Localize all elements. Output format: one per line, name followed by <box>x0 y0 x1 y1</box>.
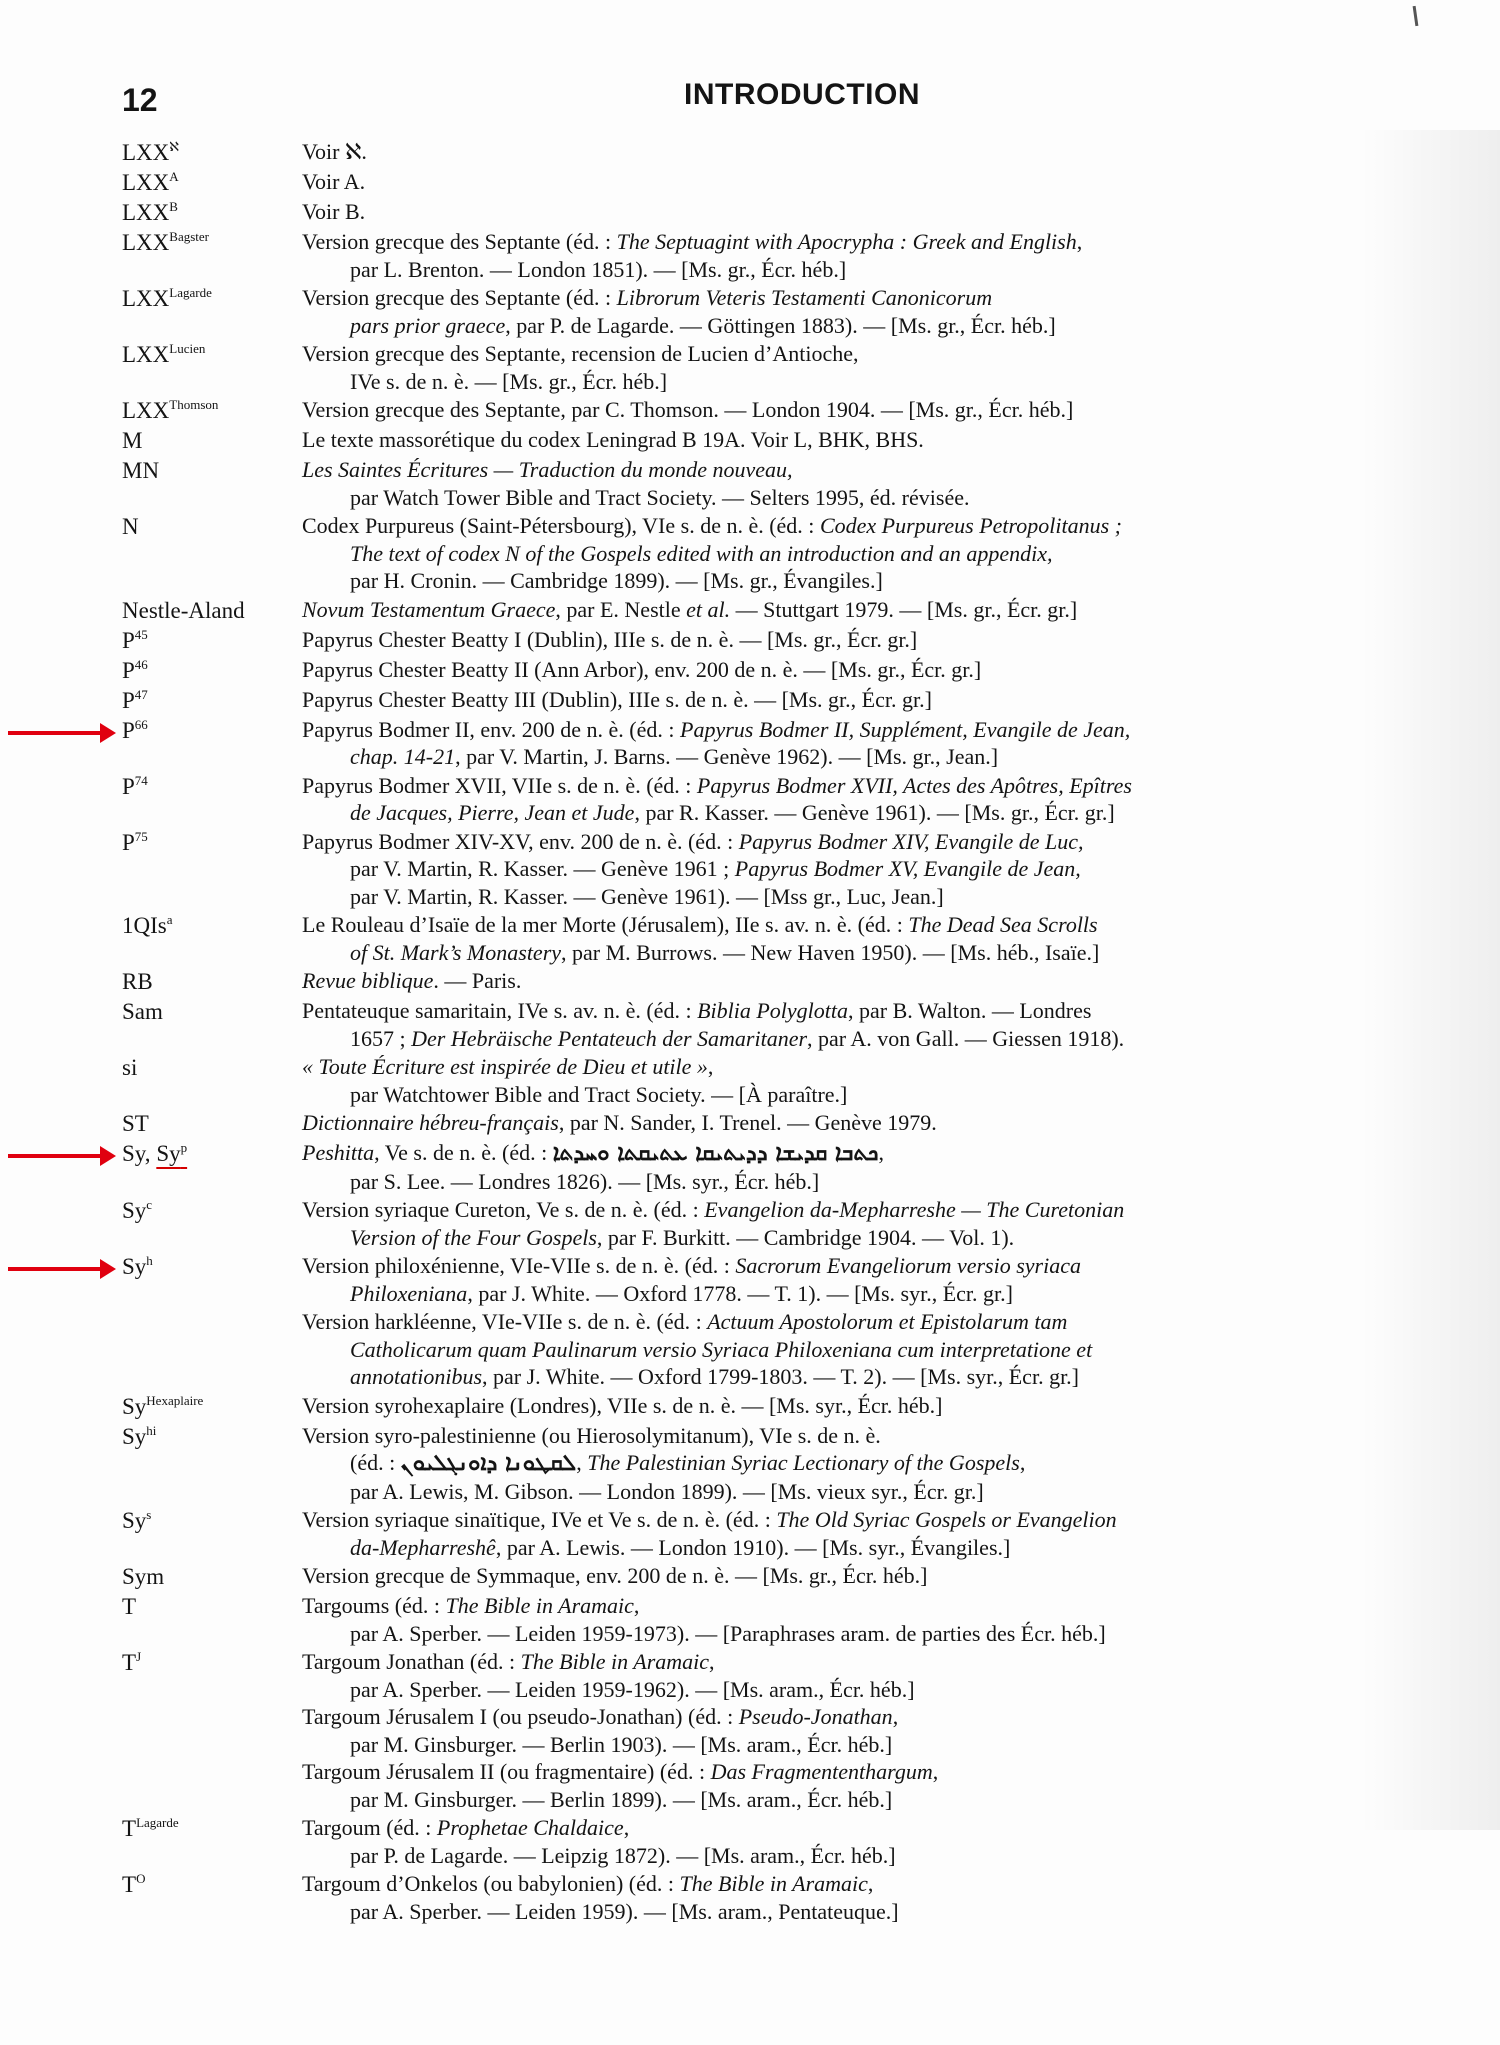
entry-description <box>302 340 1462 395</box>
entry-abbreviation: $LXX^{Bagster}$ <box>122 229 209 255</box>
entry-line: Papyrus Chester Beatty II (Ann Arbor), env. 200 de n. è. — [Ms. gr., Écr. gr.] <box>302 656 982 682</box>
entry-line: chap. 14-21, par V. Martin, J. Barns. — Genève 1962). — [Ms. gr., Jean.] <box>350 744 999 769</box>
red-annotation-arrow <box>8 1267 102 1271</box>
entry-description <box>302 596 1462 624</box>
entry-description <box>302 772 1462 827</box>
entry-description <box>302 426 1462 454</box>
abbreviation-entry <box>122 716 1462 771</box>
entry-description <box>302 198 1462 226</box>
entry-line: Version harkléenne, VIe-VIIe s. de n. è. (éd. : Actuum Apostolorum et Epistolarum tam <box>302 1309 1068 1334</box>
entry-description <box>302 1196 1462 1251</box>
abbreviation-entry <box>122 1109 1462 1138</box>
entry-line: of St. Mark’s Monastery, par M. Burrows. — New Haven 1950). — [Ms. héb., Isaïe.] <box>350 939 1100 965</box>
entry-abbreviation: 1QIs$^a$ <box>122 912 173 938</box>
abbreviation-entry <box>122 396 1462 425</box>
entry-line: Version grecque de Symmaque, env. 200 de n. è. — [Ms. gr., Écr. héb.] <box>302 1563 928 1588</box>
entry-line: Targoum (éd. : Prophetae Chaldaice, <box>302 1815 630 1840</box>
entry-line: annotationibus, par J. White. — Oxford 1799-1803. — T. 2). — [Ms. syr., Écr. gr.] <box>350 1364 1080 1389</box>
abbreviation-entry <box>122 1392 1462 1421</box>
entry-line: Targoum Jérusalem I (ou pseudo-Jonathan) (éd. : Pseudo-Jonathan, <box>302 1704 899 1729</box>
abbreviation-entry <box>122 1648 1462 1813</box>
abbreviation-entry <box>122 656 1462 685</box>
entry-line: Voir A. <box>302 169 366 194</box>
entry-line: Dictionnaire hébreu-français, par N. Sander, I. Trenel. — Genève 1979. <box>302 1110 937 1135</box>
entry-line: par M. Ginsburger. — Berlin 1899). — [Ms. aram., Écr. héb.] <box>350 1786 893 1812</box>
entry-description <box>302 1308 1462 1391</box>
entry-abbreviation: T <box>122 1594 137 1619</box>
entry-line: IVe s. de n. è. — [Ms. gr., Écr. héb.] <box>350 368 668 394</box>
syriac-script: ܠܩܛܘܢܐ ܕܐܘܢܓܠܝܘܢ <box>400 1451 577 1476</box>
entry-abbreviation: MN <box>122 458 160 483</box>
entry-line: par Watchtower Bible and Tract Society. — [À paraître.] <box>350 1081 848 1107</box>
entry-description <box>302 1422 1462 1506</box>
entry-description <box>302 686 1462 714</box>
entry-abbreviation: si <box>122 1055 138 1080</box>
entry-line: Catholicarum quam Paulinarum versio Syriaca Philoxeniana cum interpretatione et <box>350 1336 1093 1362</box>
abbreviation-entry <box>122 228 1462 283</box>
entry-line: Version of the Four Gospels, par F. Burkitt. — Cambridge 1904. — Vol. 1). <box>350 1224 1015 1250</box>
entry-line: Novum Testamentum Graece, par E. Nestle et al. — Stuttgart 1979. — [Ms. gr., Écr. gr.] <box>302 596 1078 622</box>
abbreviation-entry <box>122 1562 1462 1591</box>
entry-line: par A. Sperber. — Leiden 1959-1962). — [Ms. aram., Écr. héb.] <box>350 1676 915 1702</box>
entry-abbreviation: Sam <box>122 999 163 1024</box>
entry-line: de Jacques, Pierre, Jean et Jude, par R. Kasser. — Genève 1961). — [Ms. gr., Écr. gr.] <box>350 800 1115 825</box>
entry-description <box>302 911 1462 966</box>
page-number: 12 <box>122 82 158 118</box>
entry-description <box>302 1053 1462 1108</box>
entry-line: Version syro-palestinienne (ou Hierosolymitanum), VIe s. de n. è. <box>302 1422 881 1448</box>
entry-line: Codex Purpureus (Saint-Pétersbourg), VIe s. de n. è. (éd. : Codex Purpureus Petropolitanus ; <box>302 513 1122 538</box>
abbreviation-entry <box>122 1506 1462 1561</box>
entry-abbreviation: $LXX^{Lagarde}$ <box>122 285 212 311</box>
entry-abbreviation: $P^{66}$ <box>122 716 148 743</box>
entry-line: par H. Cronin. — Cambridge 1899). — [Ms. gr., Évangiles.] <box>350 568 883 593</box>
entry-line: par Watch Tower Bible and Tract Society. — Selters 1995, éd. révisée. <box>350 484 970 510</box>
entry-abbreviation: RB <box>122 969 153 994</box>
abbreviation-entry <box>122 596 1462 625</box>
entry-description <box>302 1139 1462 1195</box>
entry-line: Version syrohexaplaire (Londres), VIIe s. de n. è. — [Ms. syr., Écr. héb.] <box>302 1392 943 1418</box>
entry-abbreviation: $LXX^B$ <box>122 199 178 225</box>
entry-line: Papyrus Bodmer II, env. 200 de n. è. (éd. : Papyrus Bodmer II, Supplément, Evangile de Jean, <box>302 716 1131 742</box>
entry-description <box>302 997 1462 1052</box>
entry-line: Targoum Jérusalem II (ou fragmentaire) (éd. : Das Fragmententhargum, <box>302 1759 939 1784</box>
entry-description <box>302 1870 1462 1925</box>
entry-line: par L. Brenton. — London 1851). — [Ms. gr., Écr. héb.] <box>350 256 847 282</box>
entry-abbreviation: $LXX^ℵ$ <box>122 139 179 165</box>
abbreviation-entry <box>122 1053 1462 1108</box>
entry-abbreviation: $P^{45}$ <box>122 626 148 653</box>
entry-description <box>302 228 1462 283</box>
entry-line: Philoxeniana, par J. White. — Oxford 1778. — T. 1). — [Ms. syr., Écr. gr.] <box>350 1280 1013 1306</box>
entry-line: Version syriaque Cureton, Ve s. de n. è. (éd. : Evangelion da-Mepharreshe — The Curetonian <box>302 1197 1125 1222</box>
abbreviation-entry <box>122 1870 1462 1925</box>
entry-line: Version grecque des Septante, par C. Thomson. — London 1904. — [Ms. gr., Écr. héb.] <box>302 397 1074 422</box>
entry-abbreviation: Sym <box>122 1564 165 1589</box>
abbreviation-entry <box>122 340 1462 395</box>
entry-abbreviation: $T^J$ <box>122 1649 142 1675</box>
entry-line: Targoum Jonathan (éd. : The Bible in Aramaic, <box>302 1649 715 1674</box>
entry-line: Papyrus Chester Beatty III (Dublin), IIIe s. de n. è. — [Ms. gr., Écr. gr.] <box>302 686 932 712</box>
entry-line: pars prior graece, par P. de Lagarde. — Göttingen 1883). — [Ms. gr., Écr. héb.] <box>350 312 1056 338</box>
entry-line: Voir B. <box>302 199 366 224</box>
abbreviation-entry <box>122 772 1462 827</box>
entry-description <box>302 1109 1462 1137</box>
abbreviation-list <box>122 138 1462 1926</box>
abbreviation-entry <box>122 1814 1462 1869</box>
abbreviation-entry <box>122 426 1462 455</box>
entry-description <box>302 168 1462 196</box>
abbreviation-entry <box>122 512 1462 595</box>
abbreviation-entry <box>122 1252 1462 1307</box>
entry-abbreviation: $T^{Lagarde}$ <box>122 1815 179 1841</box>
entry-description <box>302 967 1462 995</box>
entry-line: Version grecque des Septante (éd. : Librorum Veteris Testamenti Canonicorum <box>302 285 993 310</box>
entry-line: da-Mepharreshê, par A. Lewis. — London 1910). — [Ms. syr., Évangiles.] <box>350 1534 1011 1560</box>
entry-line: par V. Martin, R. Kasser. — Genève 1961 ; Papyrus Bodmer XV, Evangile de Jean, <box>350 856 1081 881</box>
entry-line: par P. de Lagarde. — Leipzig 1872). — [Ms. aram., Écr. héb.] <box>350 1842 896 1868</box>
page-title: INTRODUCTION <box>684 78 920 111</box>
entry-description <box>302 1814 1462 1869</box>
entry-abbreviation: Sy$^h$ <box>122 1253 153 1279</box>
entry-description <box>302 828 1462 911</box>
abbreviation-entry <box>122 828 1462 911</box>
abbreviation-entry <box>122 198 1462 227</box>
entry-line: Les Saintes Écritures — Traduction du monde nouveau, <box>302 457 793 482</box>
entry-line: Version grecque des Septante, recension de Lucien d’Antioche, <box>302 341 859 366</box>
entry-abbreviation: N <box>122 514 139 539</box>
entry-line: Targoums (éd. : The Bible in Aramaic, <box>302 1593 640 1618</box>
entry-description <box>302 284 1462 339</box>
abbreviation-entry <box>122 1139 1462 1195</box>
stray-pen-mark <box>1413 6 1419 26</box>
entry-description <box>302 1648 1462 1813</box>
entry-line: par A. Sperber. — Leiden 1959). — [Ms. aram., Pentateuque.] <box>350 1898 899 1924</box>
entry-line: Revue biblique. — Paris. <box>302 968 522 993</box>
entry-abbreviation: Sy, Sy$^p$ <box>122 1140 188 1166</box>
entry-line: par M. Ginsburger. — Berlin 1903). — [Ms. aram., Écr. héb.] <box>350 1731 893 1757</box>
entry-abbreviation: $LXX^{Lucien}$ <box>122 341 206 367</box>
entry-abbreviation: $P^{74}$ <box>122 772 148 799</box>
entry-line: Version philoxénienne, VIe-VIIe s. de n. è. (éd. : Sacrorum Evangeliorum versio syriaca <box>302 1253 1081 1278</box>
entry-abbreviation: $Sy^{Hexaplaire}$ <box>122 1392 204 1419</box>
entry-abbreviation: $P^{75}$ <box>122 828 148 855</box>
entry-abbreviation: Nestle-Aland <box>122 597 245 623</box>
red-annotation-arrow <box>8 731 102 735</box>
entry-line: 1657 ; Der Hebräische Pentateuch der Samaritaner, par A. von Gall. — Giessen 1918). <box>350 1025 1125 1051</box>
entry-line: par A. Sperber. — Leiden 1959-1973). — [Paraphrases aram. de parties des Écr. héb.] <box>350 1620 1106 1646</box>
abbreviation-entry <box>122 997 1462 1052</box>
entry-description <box>302 716 1462 771</box>
entry-line: Voir ℵ. <box>302 139 367 164</box>
entry-description <box>302 396 1462 424</box>
entry-abbreviation: Sy$^s$ <box>122 1507 152 1533</box>
entry-line: par S. Lee. — Londres 1826). — [Ms. syr., Écr. héb.] <box>350 1168 820 1194</box>
entry-abbreviation: Sy$^c$ <box>122 1197 153 1223</box>
entry-abbreviation: $Sy^{hi}$ <box>122 1422 157 1449</box>
entry-abbreviation: $P^{47}$ <box>122 686 148 713</box>
abbreviation-entry <box>122 1196 1462 1251</box>
abbreviation-entry <box>122 138 1462 167</box>
entry-line: Version syriaque sinaïtique, IVe et Ve s. de n. è. (éd. : The Old Syriac Gospels or Evangelion <box>302 1507 1117 1532</box>
entry-description <box>302 138 1462 166</box>
entry-abbreviation: $T^O$ <box>122 1871 146 1897</box>
entry-description <box>302 1506 1462 1561</box>
abbreviation-entry <box>122 1422 1462 1506</box>
abbreviation-entry <box>122 626 1462 655</box>
entry-description <box>302 656 1462 684</box>
entry-description <box>302 456 1462 511</box>
entry-description <box>302 1592 1462 1647</box>
entry-line: Papyrus Bodmer XVII, VIIe s. de n. è. (éd. : Papyrus Bodmer XVII, Actes des Apôtres, Epîtres <box>302 772 1132 798</box>
entry-description <box>302 626 1462 654</box>
entry-line: Le Rouleau d’Isaïe de la mer Morte (Jérusalem), IIe s. av. n. è. (éd. : The Dead Sea Scrolls <box>302 912 1098 937</box>
entry-abbreviation: $P^{46}$ <box>122 656 148 683</box>
abbreviation-entry <box>122 686 1462 715</box>
entry-line: par A. Lewis, M. Gibson. — London 1899). — [Ms. vieux syr., Écr. gr.] <box>350 1478 984 1504</box>
entry-description <box>302 1252 1462 1307</box>
red-annotation-arrow <box>8 1154 102 1158</box>
entry-line: The text of codex N of the Gospels edited with an introduction and an appendix, <box>350 540 1053 566</box>
entry-line: Peshitta, Ve s. de n. è. (éd. : ܟܬܒܐ ܩܕܝܫܐ ܕܕܝܬܝܩܐ ܥܬܝܩܬܐ ܘܚܕܬܐ, <box>302 1140 884 1166</box>
entry-description <box>302 512 1462 595</box>
entry-line: par V. Martin, R. Kasser. — Genève 1961). — [Mss gr., Luc, Jean.] <box>350 883 944 909</box>
abbreviation-entry <box>122 967 1462 996</box>
syriac-script: ܟܬܒܐ ܩܕܝܫܐ ܕܕܝܬܝܩܐ ܥܬܝܩܬܐ ܘܚܕܬܐ <box>552 1141 879 1166</box>
abbreviation-entry <box>122 1592 1462 1647</box>
entry-abbreviation: $LXX^{Thomson}$ <box>122 397 219 423</box>
entry-line: Targoum d’Onkelos (ou babylonien) (éd. : The Bible in Aramaic, <box>302 1871 874 1896</box>
entry-line: (éd. : ܠܩܛܘܢܐ ܕܐܘܢܓܠܝܘܢ, The Palestinian Syriac Lectionary of the Gospels, <box>350 1450 1026 1476</box>
abbreviation-entry <box>122 911 1462 966</box>
entry-description <box>302 1562 1462 1590</box>
abbreviation-entry <box>122 168 1462 197</box>
entry-line: « Toute Écriture est inspirée de Dieu et utile », <box>302 1054 714 1079</box>
entry-line: Papyrus Chester Beatty I (Dublin), IIIe s. de n. è. — [Ms. gr., Écr. gr.] <box>302 626 918 652</box>
abbreviation-entry <box>122 1308 1462 1391</box>
entry-abbreviation: ST <box>122 1111 149 1136</box>
entry-line: Le texte massorétique du codex Leningrad B 19A. Voir L, BHK, BHS. <box>302 427 924 452</box>
entry-abbreviation: M <box>122 428 143 453</box>
entry-line: Version grecque des Septante (éd. : The Septuagint with Apocrypha : Greek and English, <box>302 229 1083 254</box>
abbreviation-entry <box>122 456 1462 511</box>
abbreviation-entry <box>122 284 1462 339</box>
entry-line: Pentateuque samaritain, IVe s. av. n. è. (éd. : Biblia Polyglotta, par B. Walton. — Londres <box>302 998 1092 1023</box>
entry-description <box>302 1392 1462 1420</box>
entry-abbreviation: $LXX^A$ <box>122 169 179 195</box>
entry-line: Papyrus Bodmer XIV-XV, env. 200 de n. è. (éd. : Papyrus Bodmer XIV, Evangile de Luc, <box>302 828 1084 854</box>
